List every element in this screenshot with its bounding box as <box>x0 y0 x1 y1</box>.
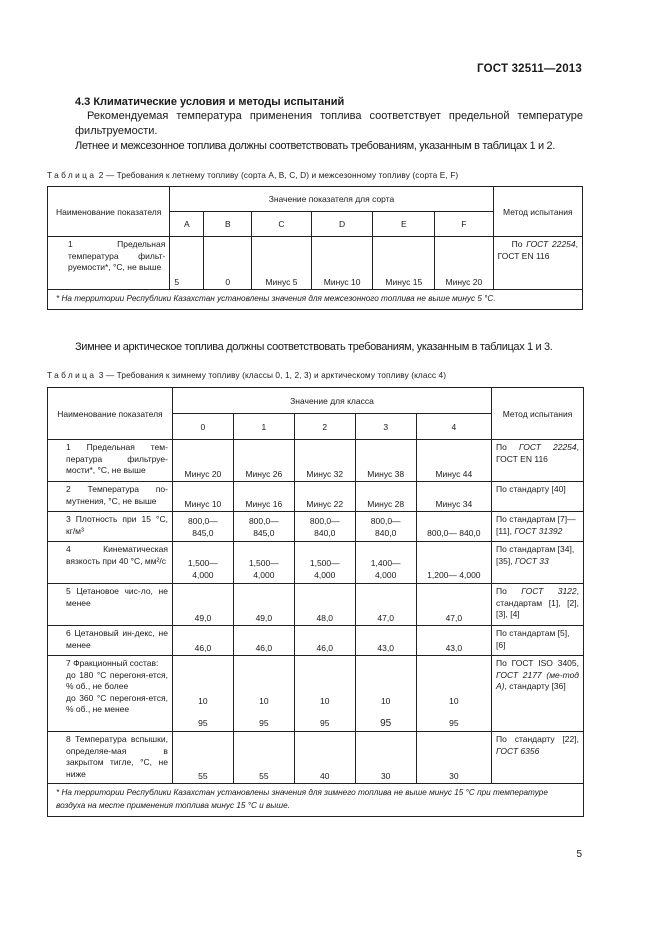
table2 <box>47 186 583 310</box>
table-row <box>48 656 584 732</box>
method-text: По <box>496 586 522 596</box>
table3-row-value: 1,500— 4,000 <box>233 542 294 584</box>
row7-value: 95 <box>449 717 459 728</box>
row7-sub1: до 180 °С перегоня-ется, % об., не более <box>66 669 168 691</box>
table3-row-value: 48,0 <box>294 584 355 626</box>
table3-row8-method <box>492 732 584 784</box>
table3-row7-values <box>416 656 491 732</box>
row7-value: 10 <box>198 696 208 706</box>
method-standard: ГОСТ 22254 <box>526 239 576 249</box>
table3-row-value: 43,0 <box>416 626 491 656</box>
paragraph-filterability <box>75 109 583 139</box>
table3-row-value: Минус 16 <box>233 482 294 512</box>
table2-row1-value: Минус 15 <box>373 237 435 290</box>
table2-grade-d: D <box>311 212 373 237</box>
table3-row-value: 1,500— 4,000 <box>294 542 355 584</box>
table-row <box>48 732 584 784</box>
table3-caption <box>47 370 446 380</box>
method-text: По стандарту [22], <box>496 734 579 744</box>
table2-grade-e: E <box>373 212 435 237</box>
table3-row-method <box>492 542 584 584</box>
table3-head-name: Наименование показателя <box>48 388 173 440</box>
table3-row-value: Минус 26 <box>233 440 294 482</box>
table-row <box>48 512 584 542</box>
table2-row1-method <box>493 237 582 290</box>
table3-row-value: Минус 10 <box>172 482 233 512</box>
table-row <box>48 584 584 626</box>
method-standard: ГОСТ 6356 <box>496 745 540 756</box>
table2-footnote: * На территории Республики Казахстан установлены значения для межсезонного топлива не выше минус 5 °С. <box>48 290 583 310</box>
table-row <box>48 482 584 512</box>
table3-caption-text: 3 — Требования к зимнему топливу (классы 0, 1, 2, 3) и арктическому топливу (класс 4) <box>98 370 447 380</box>
table3-row-value: 800,0— 845,0 <box>233 512 294 542</box>
table3-row-name: 3 Плотность при 15 °С, кг/м³ <box>48 512 173 542</box>
table3-row-name: 1 Предельная тем-пература фильтруе-мости*, °С, не выше <box>48 440 173 482</box>
table3-row-value: 800,0— 840,0 <box>416 512 491 542</box>
table3-row-method <box>492 626 584 656</box>
table3-row-name: 2 Температура по-мутнения, °С, не выше <box>48 482 173 512</box>
method-standard: ГОСТ 31392 <box>514 525 563 536</box>
table3-row-value: 46,0 <box>172 626 233 656</box>
method-text: , ГОСТ EN 116 <box>497 239 579 261</box>
row7-value: 10 <box>259 696 269 706</box>
table3-row-value: 47,0 <box>355 584 416 626</box>
row7-value: 10 <box>320 696 330 706</box>
method-text: По <box>511 239 527 249</box>
table3-row8-name: 8 Температура вспышки, определяе-мая в закрытом тигле, °С, не ниже <box>48 732 173 784</box>
paragraph-summer-fuel: Летнее и межсезонное топлива должны соответствовать требованиям, указанным в таблицах 1 и 2. <box>75 140 556 152</box>
table3-row8-value: 30 <box>355 732 416 784</box>
paragraph-winter-fuel: Зимнее и арктическое топлива должны соответствовать требованиям, указанным в таблицах 1 и 3. <box>75 341 553 353</box>
table3-row-value: Минус 22 <box>294 482 355 512</box>
table3-row7-method <box>492 656 584 732</box>
table3-row7-values <box>233 656 294 732</box>
table3-row8-value: 40 <box>294 732 355 784</box>
table3-caption-word: Таблица <box>47 370 97 380</box>
paragraph-text: Рекомендуемая температура применения топлива соответствует предельной температуре фильтруемости. <box>75 110 583 137</box>
method-text: По стандартам [34], [35], <box>496 544 575 566</box>
table2-grade-f: F <box>435 212 493 237</box>
row7-value: 10 <box>380 696 391 706</box>
method-text: , ГОСТ EN 116 <box>496 442 580 464</box>
table3-row-value: 1,400— 4,000 <box>355 542 416 584</box>
table3-row-value: 1,200— 4,000 <box>416 542 491 584</box>
table3-row-method <box>492 584 584 626</box>
method-standard: ГОСТ 33 <box>514 555 549 566</box>
table-row <box>48 542 584 584</box>
method-text: , стандартам [1], [2], [3], [4] <box>496 586 579 619</box>
row7-value: 95 <box>198 717 208 728</box>
table3-row-value: 800,0— 840,0 <box>294 512 355 542</box>
table2-row1-value: Минус 10 <box>311 237 373 290</box>
document-code: ГОСТ 32511—2013 <box>477 63 582 75</box>
table3-row7-name <box>48 656 173 732</box>
row7-title: 7 Фракционный состав: <box>66 658 159 668</box>
page-number: 5 <box>576 849 582 860</box>
method-standard: ГОСТ 2177 (ме-тод А) <box>496 669 579 691</box>
table3-row7-values <box>294 656 355 732</box>
table3-row7-values <box>355 656 416 732</box>
table2-head-name: Наименование показателя <box>48 187 170 237</box>
table2-row1-value: 5 <box>170 237 204 290</box>
table3-class-1: 1 <box>233 414 294 440</box>
table2-row1-value: 0 <box>204 237 252 290</box>
table3-row-value: Минус 28 <box>355 482 416 512</box>
table3-class-4: 4 <box>416 414 491 440</box>
table3-footnote: * На территории Республики Казахстан установлены значения для зимнего топлива не выше минус 15 °С при температуре воздуха на месте применения топлива минус 15 °С и выше. <box>48 784 584 817</box>
table3-row-value: 46,0 <box>233 626 294 656</box>
table2-grade-c: C <box>252 212 312 237</box>
table3-row-value: Минус 38 <box>355 440 416 482</box>
table3-row-method <box>492 482 584 512</box>
table3-head-method: Метод испытания <box>492 388 584 440</box>
table-row <box>48 237 583 290</box>
row7-value: 95 <box>320 717 330 728</box>
table3-row8-value: 55 <box>172 732 233 784</box>
table2-head-group: Значение показателя для сорта <box>170 187 493 212</box>
method-text: По стандартам [5], [6] <box>496 628 570 650</box>
row7-value: 95 <box>380 717 392 729</box>
method-standard: ГОСТ 22254 <box>518 442 577 452</box>
table3-row-method <box>492 512 584 542</box>
table3-class-3: 3 <box>355 414 416 440</box>
table-row <box>48 626 584 656</box>
row7-sub2: до 360 °С перегоня-ется, % об., не менее <box>66 692 168 714</box>
table2-caption-text: 2 — Требования к летнему топливу (сорта A, B, C, D) и межсезонному топливу (сорта E, F) <box>98 170 459 180</box>
table3-row-value: Минус 20 <box>172 440 233 482</box>
table2-row1-value: Минус 5 <box>252 237 312 290</box>
table3-class-0: 0 <box>172 414 233 440</box>
method-text: По ГОСТ ISO 3405, <box>496 658 579 668</box>
table3-row-value: 46,0 <box>294 626 355 656</box>
table3-row-value: Минус 44 <box>416 440 491 482</box>
table3-row8-value: 55 <box>233 732 294 784</box>
table3-row-value: Минус 34 <box>416 482 491 512</box>
table2-row1-name: 1 Предельная температура фильт-руемости*, °С, не выше <box>48 237 170 290</box>
method-text: По <box>496 442 519 452</box>
table3-row-value: 49,0 <box>172 584 233 626</box>
table2-caption-word: Таблица <box>47 170 97 180</box>
table3-row-value: Минус 32 <box>294 440 355 482</box>
method-text: По стандарту [40] <box>496 484 566 494</box>
table3-class-2: 2 <box>294 414 355 440</box>
table3-row-value: 1,500— 4,000 <box>172 542 233 584</box>
table3-row-value: 800,0— 840,0 <box>355 512 416 542</box>
row7-value: 10 <box>449 696 459 706</box>
table3-head-group: Значение для класса <box>172 388 491 414</box>
table3-row-name: 5 Цетановое чис-ло, не менее <box>48 584 173 626</box>
table2-caption <box>47 170 458 180</box>
table2-head-method: Метод испытания <box>493 187 582 237</box>
table3 <box>47 387 584 817</box>
table2-row1-value: Минус 20 <box>435 237 493 290</box>
table3-row8-value: 30 <box>416 732 491 784</box>
table3-row-name: 6 Цетановый ин-декс, не менее <box>48 626 173 656</box>
table3-row-value: 43,0 <box>355 626 416 656</box>
table3-row-value: 47,0 <box>416 584 491 626</box>
table3-row-value: 800,0— 845,0 <box>172 512 233 542</box>
table-row <box>48 440 584 482</box>
table2-grade-b: B <box>204 212 252 237</box>
section-title: 4.3 Климатические условия и методы испытаний <box>75 96 345 108</box>
table3-row-name: 4 Кинематическая вязкость при 40 °С, мм²/с <box>48 542 173 584</box>
row7-value: 95 <box>259 717 269 728</box>
table3-row-method <box>492 440 584 482</box>
table3-row7-values <box>172 656 233 732</box>
method-text: По стандартам [7]— [11], <box>496 514 576 536</box>
method-text: , стандарту [36] <box>504 681 566 691</box>
method-standard: ГОСТ 3122 <box>521 586 577 596</box>
table2-grade-a: A <box>170 212 204 237</box>
table3-row-value: 49,0 <box>233 584 294 626</box>
